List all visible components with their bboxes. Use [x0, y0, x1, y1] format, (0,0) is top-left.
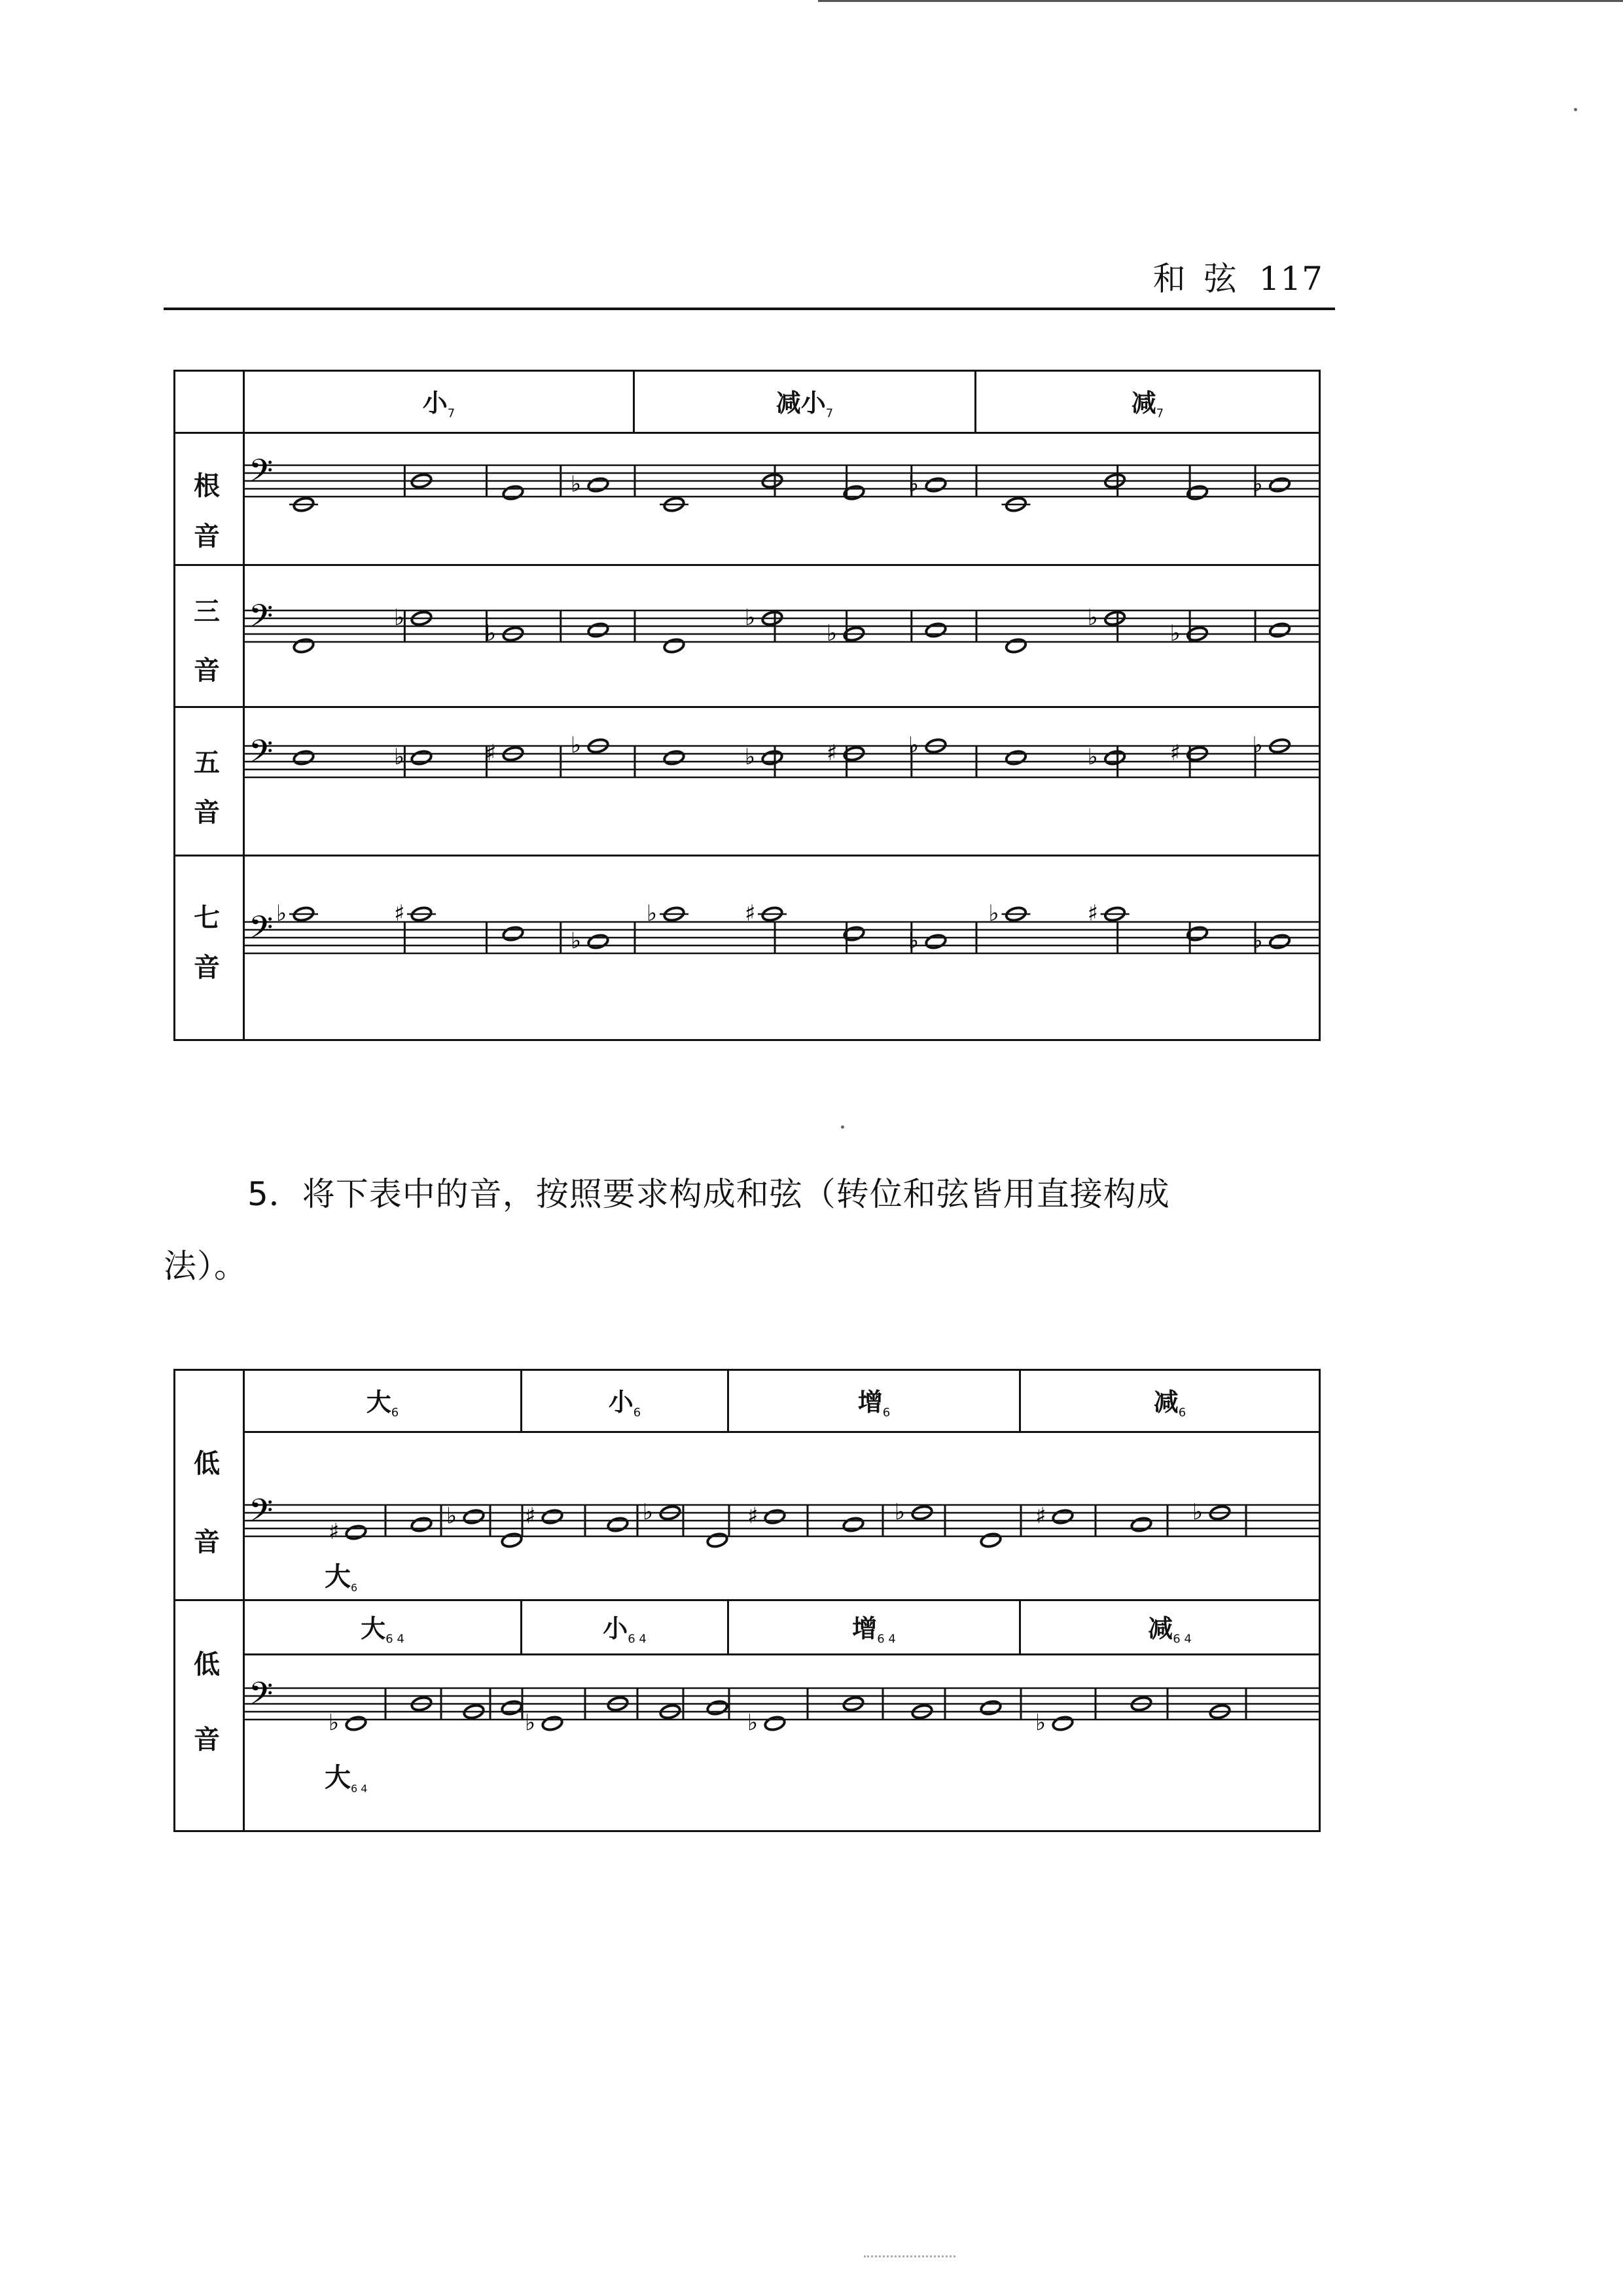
flat-icon: ♭: [643, 1499, 654, 1525]
flat-icon: ♭: [486, 620, 497, 646]
bass-clef-icon: 𝄢: [249, 909, 274, 953]
staff-cell: [244, 856, 1320, 1040]
sharp-icon: ♯: [827, 740, 838, 766]
whole-note: [706, 1532, 728, 1548]
column-header: 减$_6$: [1020, 1370, 1320, 1432]
staff-svg: [245, 571, 1320, 702]
column-header: 小$_7$: [244, 371, 634, 433]
sharp-icon: ♯: [1169, 740, 1181, 766]
whole-note: [501, 1699, 523, 1716]
staff-cell: [244, 433, 1320, 565]
whole-note: [925, 476, 947, 493]
staff-svg: [245, 883, 1320, 1014]
whole-note: [345, 1715, 367, 1731]
running-head: [1153, 253, 1323, 300]
scan-edge-line: [818, 0, 1623, 2]
whole-note: [706, 1699, 728, 1716]
row-label-root: 根 音: [175, 433, 244, 565]
flat-icon: ♭: [1087, 744, 1098, 770]
bass-clef-icon: 𝄢: [249, 1675, 274, 1720]
whole-note: [502, 925, 524, 942]
sharp-icon: ♯: [329, 1519, 340, 1545]
whole-note: [607, 1516, 629, 1532]
column-header: 增$_6$: [728, 1370, 1020, 1432]
example-chord-label: 大$_{6 4}$: [325, 1763, 368, 1795]
column-header: 大$_{6 4}$: [244, 1600, 522, 1655]
whole-note: [925, 933, 947, 949]
whole-note: [587, 622, 609, 638]
whole-note: [1052, 1508, 1074, 1525]
whole-note: [501, 1532, 523, 1548]
sharp-icon: ♯: [1035, 1503, 1046, 1529]
flat-icon: ♭: [329, 1710, 340, 1736]
flat-icon: ♭: [394, 744, 405, 770]
whole-note: [761, 749, 783, 766]
whole-note: [1005, 637, 1027, 654]
corner-cell: [175, 371, 244, 433]
column-header: 大$_6$: [244, 1370, 522, 1432]
whole-note: [345, 1524, 367, 1540]
staff-svg: [245, 1655, 1320, 1780]
instruction-line: 法）。: [164, 1247, 247, 1285]
whole-note: [1269, 622, 1291, 638]
bass-clef-icon: 𝄢: [249, 597, 274, 642]
staff-svg: [245, 1466, 1320, 1597]
flat-icon: ♭: [908, 928, 919, 954]
column-header: 小$_6$: [522, 1370, 728, 1432]
flat-icon: ♭: [988, 900, 999, 927]
whole-note: [293, 637, 315, 654]
whole-note: [1269, 933, 1291, 949]
whole-note: [842, 1516, 865, 1532]
sharp-icon: ♯: [394, 900, 405, 927]
seventh-chord-table: [173, 370, 1321, 1041]
whole-note: [587, 933, 609, 949]
staff-cell: [244, 1655, 1320, 1831]
whole-note: [541, 1715, 563, 1731]
flat-icon: ♭: [1035, 1710, 1046, 1736]
whole-note: [502, 484, 524, 501]
staff-svg: [245, 707, 1320, 838]
chapter-title: 和 弦: [1152, 260, 1241, 298]
sharp-icon: ♯: [1087, 900, 1099, 927]
flat-icon: ♭: [908, 732, 919, 758]
flat-icon: ♭: [1252, 732, 1263, 758]
flat-icon: ♭: [745, 605, 756, 631]
whole-note: [587, 476, 609, 493]
flat-icon: ♭: [908, 471, 919, 497]
flat-icon: ♭: [1252, 928, 1263, 954]
sharp-icon: ♯: [525, 1503, 536, 1529]
flat-icon: ♭: [745, 744, 756, 770]
whole-note: [293, 749, 315, 766]
flat-icon: ♭: [1169, 620, 1181, 646]
inversion-chord-table: [173, 1369, 1321, 1832]
flat-icon: ♭: [1192, 1499, 1204, 1525]
flat-icon: ♭: [571, 732, 582, 758]
flat-icon: ♭: [571, 471, 582, 497]
whole-note: [980, 1699, 1002, 1716]
whole-note: [410, 1516, 433, 1532]
sharp-icon: ♯: [745, 900, 756, 927]
flat-icon: ♭: [571, 928, 582, 954]
row-label-seventh: 七 音: [175, 856, 244, 1040]
flat-icon: ♭: [525, 1710, 536, 1736]
bass-clef-icon: 𝄢: [249, 452, 274, 497]
column-header: 减小$_7$: [634, 371, 976, 433]
whole-note: [764, 1508, 786, 1525]
whole-note: [1104, 749, 1126, 766]
whole-note: [1130, 1516, 1152, 1532]
whole-note: [1269, 476, 1291, 493]
whole-note: [925, 622, 947, 638]
whole-note: [541, 1508, 563, 1525]
flat-icon: ♭: [747, 1710, 758, 1736]
column-header: 减$_{6 4}$: [1020, 1600, 1320, 1655]
flat-icon: ♭: [895, 1499, 906, 1525]
whole-note: [1052, 1715, 1074, 1731]
whole-note: [463, 1508, 485, 1525]
page-header: [164, 249, 1335, 310]
instruction-line: 5．将下表中的音，按照要求构成和弦（转位和弦皆用直接构成: [247, 1175, 1170, 1213]
page-number: 117: [1258, 260, 1323, 298]
staff-cell: [244, 707, 1320, 856]
whole-note: [980, 1532, 1002, 1548]
flat-icon: ♭: [827, 620, 838, 646]
sharp-icon: ♯: [747, 1503, 758, 1529]
scan-speck: [841, 1125, 844, 1129]
whole-note: [410, 749, 433, 766]
staff-cell: [244, 1432, 1320, 1600]
staff-svg: [245, 433, 1320, 557]
scan-speck: [1574, 108, 1577, 111]
bass-clef-icon: 𝄢: [249, 733, 274, 777]
flat-icon: ♭: [1252, 471, 1263, 497]
flat-icon: ♭: [276, 900, 287, 927]
flat-icon: ♭: [1087, 605, 1098, 631]
column-header: 增$_{6 4}$: [728, 1600, 1020, 1655]
scan-dots: [864, 2255, 955, 2257]
exercise-instruction: [164, 1158, 1335, 1302]
column-header: 减$_7$: [976, 371, 1320, 433]
whole-note: [663, 637, 685, 654]
example-chord-label: 大$_6$: [325, 1562, 358, 1594]
flat-icon: ♭: [394, 605, 405, 631]
bass-clef-icon: 𝄢: [249, 1492, 274, 1536]
staff-cell: [244, 565, 1320, 707]
flat-icon: ♭: [446, 1503, 457, 1529]
row-label-fifth: 五 音: [175, 707, 244, 856]
row-label-bass: 低 音: [175, 1370, 244, 1600]
row-label-third: 三 音: [175, 565, 244, 707]
whole-note: [764, 1715, 786, 1731]
flat-icon: ♭: [647, 900, 658, 927]
whole-note: [1005, 749, 1027, 766]
whole-note: [663, 749, 685, 766]
sharp-icon: ♯: [486, 740, 497, 766]
row-label-bass: 低 音: [175, 1600, 244, 1831]
column-header: 小$_{6 4}$: [522, 1600, 728, 1655]
